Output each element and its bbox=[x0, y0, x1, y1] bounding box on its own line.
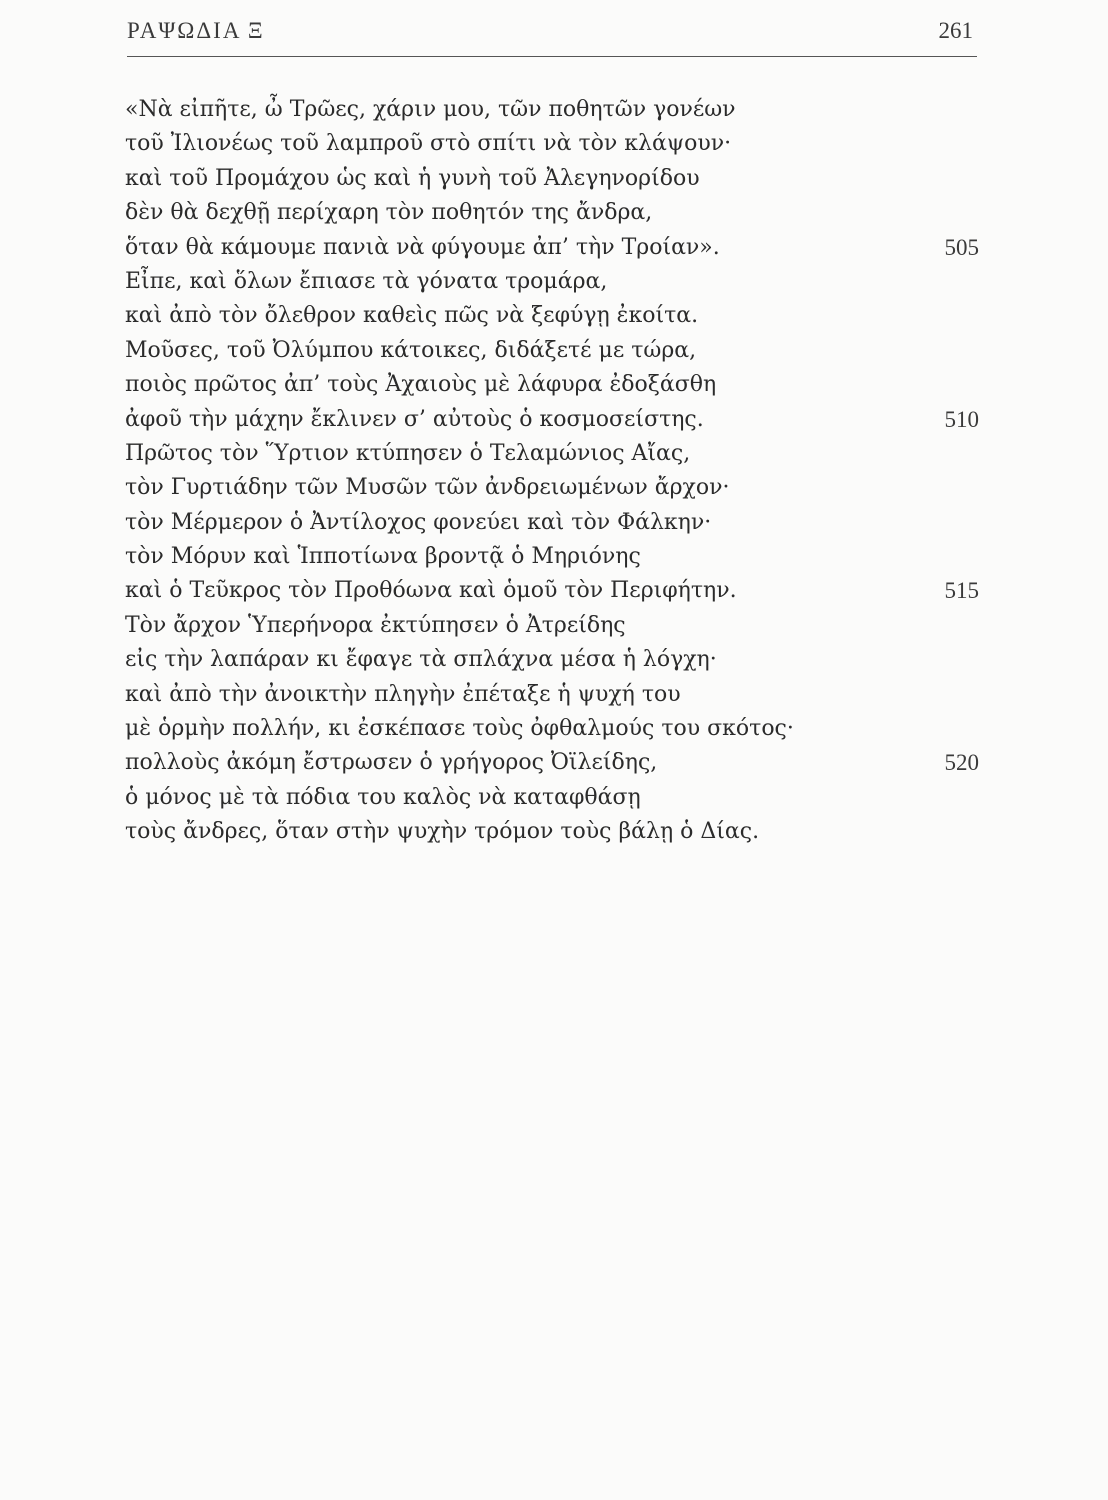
verse-line bbox=[125, 678, 985, 712]
verse-text: τοῦ Ἰλιονέως τοῦ λαμπροῦ στὸ σπίτι νὰ τὸν κλάψουν· bbox=[125, 131, 732, 157]
verse-text: Εἶπε, καὶ ὅλων ἔπιασε τὰ γόνατα τρομάρα, bbox=[125, 268, 608, 294]
verse-text: πολλοὺς ἀκόμη ἔστρωσεν ὁ γρήγορος Ὀϊλείδης, bbox=[125, 750, 658, 776]
verse-text: Πρῶτος τὸν Ὕρτιον κτύπησεν ὁ Τελαμώνιος Αἴας, bbox=[125, 440, 691, 466]
verse-line bbox=[125, 437, 985, 471]
verse-line bbox=[125, 93, 985, 127]
verse-text: τὸν Μόρυν καὶ Ἱπποτίωνα βροντᾷ ὁ Μηριόνης bbox=[125, 544, 641, 570]
verse-line bbox=[125, 746, 985, 780]
verse-text: καὶ τοῦ Προμάχου ὡς καὶ ἡ γυνὴ τοῦ Ἀλεγηνορίδου bbox=[125, 165, 700, 191]
verse-line bbox=[125, 712, 985, 746]
verse-text: εἰς τὴν λαπάραν κι ἔφαγε τὰ σπλάχνα μέσα ἡ λόγχη· bbox=[125, 647, 717, 673]
verse-line bbox=[125, 403, 985, 437]
verse-line bbox=[125, 334, 985, 368]
verse-line bbox=[125, 368, 985, 402]
verse-line bbox=[125, 471, 985, 505]
verse-text: τοὺς ἄνδρες, ὅταν στὴν ψυχὴν τρόμον τοὺς βάλῃ ὁ Δίας. bbox=[125, 819, 760, 845]
verse-text: καὶ ὁ Τεῦκρος τὸν Προθόωνα καὶ ὁμοῦ τὸν Περιφήτην. bbox=[125, 578, 737, 604]
verse-text: «Νὰ εἰπῆτε, ὦ Τρῶες, χάριν μου, τῶν ποθητῶν γονέων bbox=[125, 97, 736, 122]
line-number: 505 bbox=[944, 234, 979, 260]
page-number: 261 bbox=[938, 18, 973, 43]
verse-text: ἀφοῦ τὴν μάχην ἔκλινεν σ’ αὐτοὺς ὁ κοσμοσείστης. bbox=[125, 406, 704, 432]
line-number: 510 bbox=[944, 406, 979, 432]
verse-line bbox=[125, 196, 985, 230]
verse-line bbox=[125, 609, 985, 643]
verse-line bbox=[125, 540, 985, 574]
running-head bbox=[127, 18, 973, 48]
verse-text: μὲ ὁρμὴν πολλήν, κι ἐσκέπασε τοὺς ὀφθαλμούς του σκότος· bbox=[125, 716, 794, 742]
verse-text: δὲν θὰ δεχθῇ περίχαρη τὸν ποθητόν της ἄνδρα, bbox=[125, 200, 653, 226]
verse-line bbox=[125, 815, 985, 849]
verse-text: τὸν Μέρμερον ὁ Ἀντίλοχος φονεύει καὶ τὸν Φάλκην· bbox=[125, 509, 712, 535]
verse-text: καὶ ἀπὸ τὸν ὄλεθρον καθεὶς πῶς νὰ ξεφύγῃ ἐκοίτα. bbox=[125, 303, 699, 329]
verse-text: ὁ μόνος μὲ τὰ πόδια του καλὸς νὰ καταφθάσῃ bbox=[125, 784, 641, 810]
running-title: ΡΑΨΩΔΙΑ Ξ bbox=[127, 18, 265, 43]
verse-line bbox=[125, 574, 985, 608]
line-number: 520 bbox=[944, 750, 979, 776]
verse-line bbox=[125, 506, 985, 540]
verse-line bbox=[125, 781, 985, 815]
line-number: 515 bbox=[944, 578, 979, 604]
verse-line bbox=[125, 127, 985, 161]
verse-line bbox=[125, 265, 985, 299]
poem-text bbox=[125, 93, 985, 850]
verse-line bbox=[125, 231, 985, 265]
header-rule bbox=[127, 56, 977, 57]
verse-line bbox=[125, 643, 985, 677]
verse-text: Τὸν ἄρχον Ὑπερήνορα ἐκτύπησεν ὁ Ἀτρείδης bbox=[125, 612, 626, 638]
verse-text: καὶ ἀπὸ τὴν ἀνοικτὴν πληγὴν ἐπέταξε ἡ ψυχή του bbox=[125, 681, 681, 707]
verse-text: τὸν Γυρτιάδην τῶν Μυσῶν τῶν ἀνδρειωμένων ἄρχον· bbox=[125, 475, 730, 501]
verse-text: Μοῦσες, τοῦ Ὀλύμπου κάτοικες, διδάξετέ με τώρα, bbox=[125, 337, 697, 363]
verse-line bbox=[125, 299, 985, 333]
verse-text: ποιὸς πρῶτος ἀπ’ τοὺς Ἀχαιοὺς μὲ λάφυρα ἐδοξάσθη bbox=[125, 372, 717, 398]
verse-line bbox=[125, 162, 985, 196]
verse-text: ὅταν θὰ κάμουμε πανιὰ νὰ φύγουμε ἀπ’ τὴν Τροίαν». bbox=[125, 234, 720, 260]
